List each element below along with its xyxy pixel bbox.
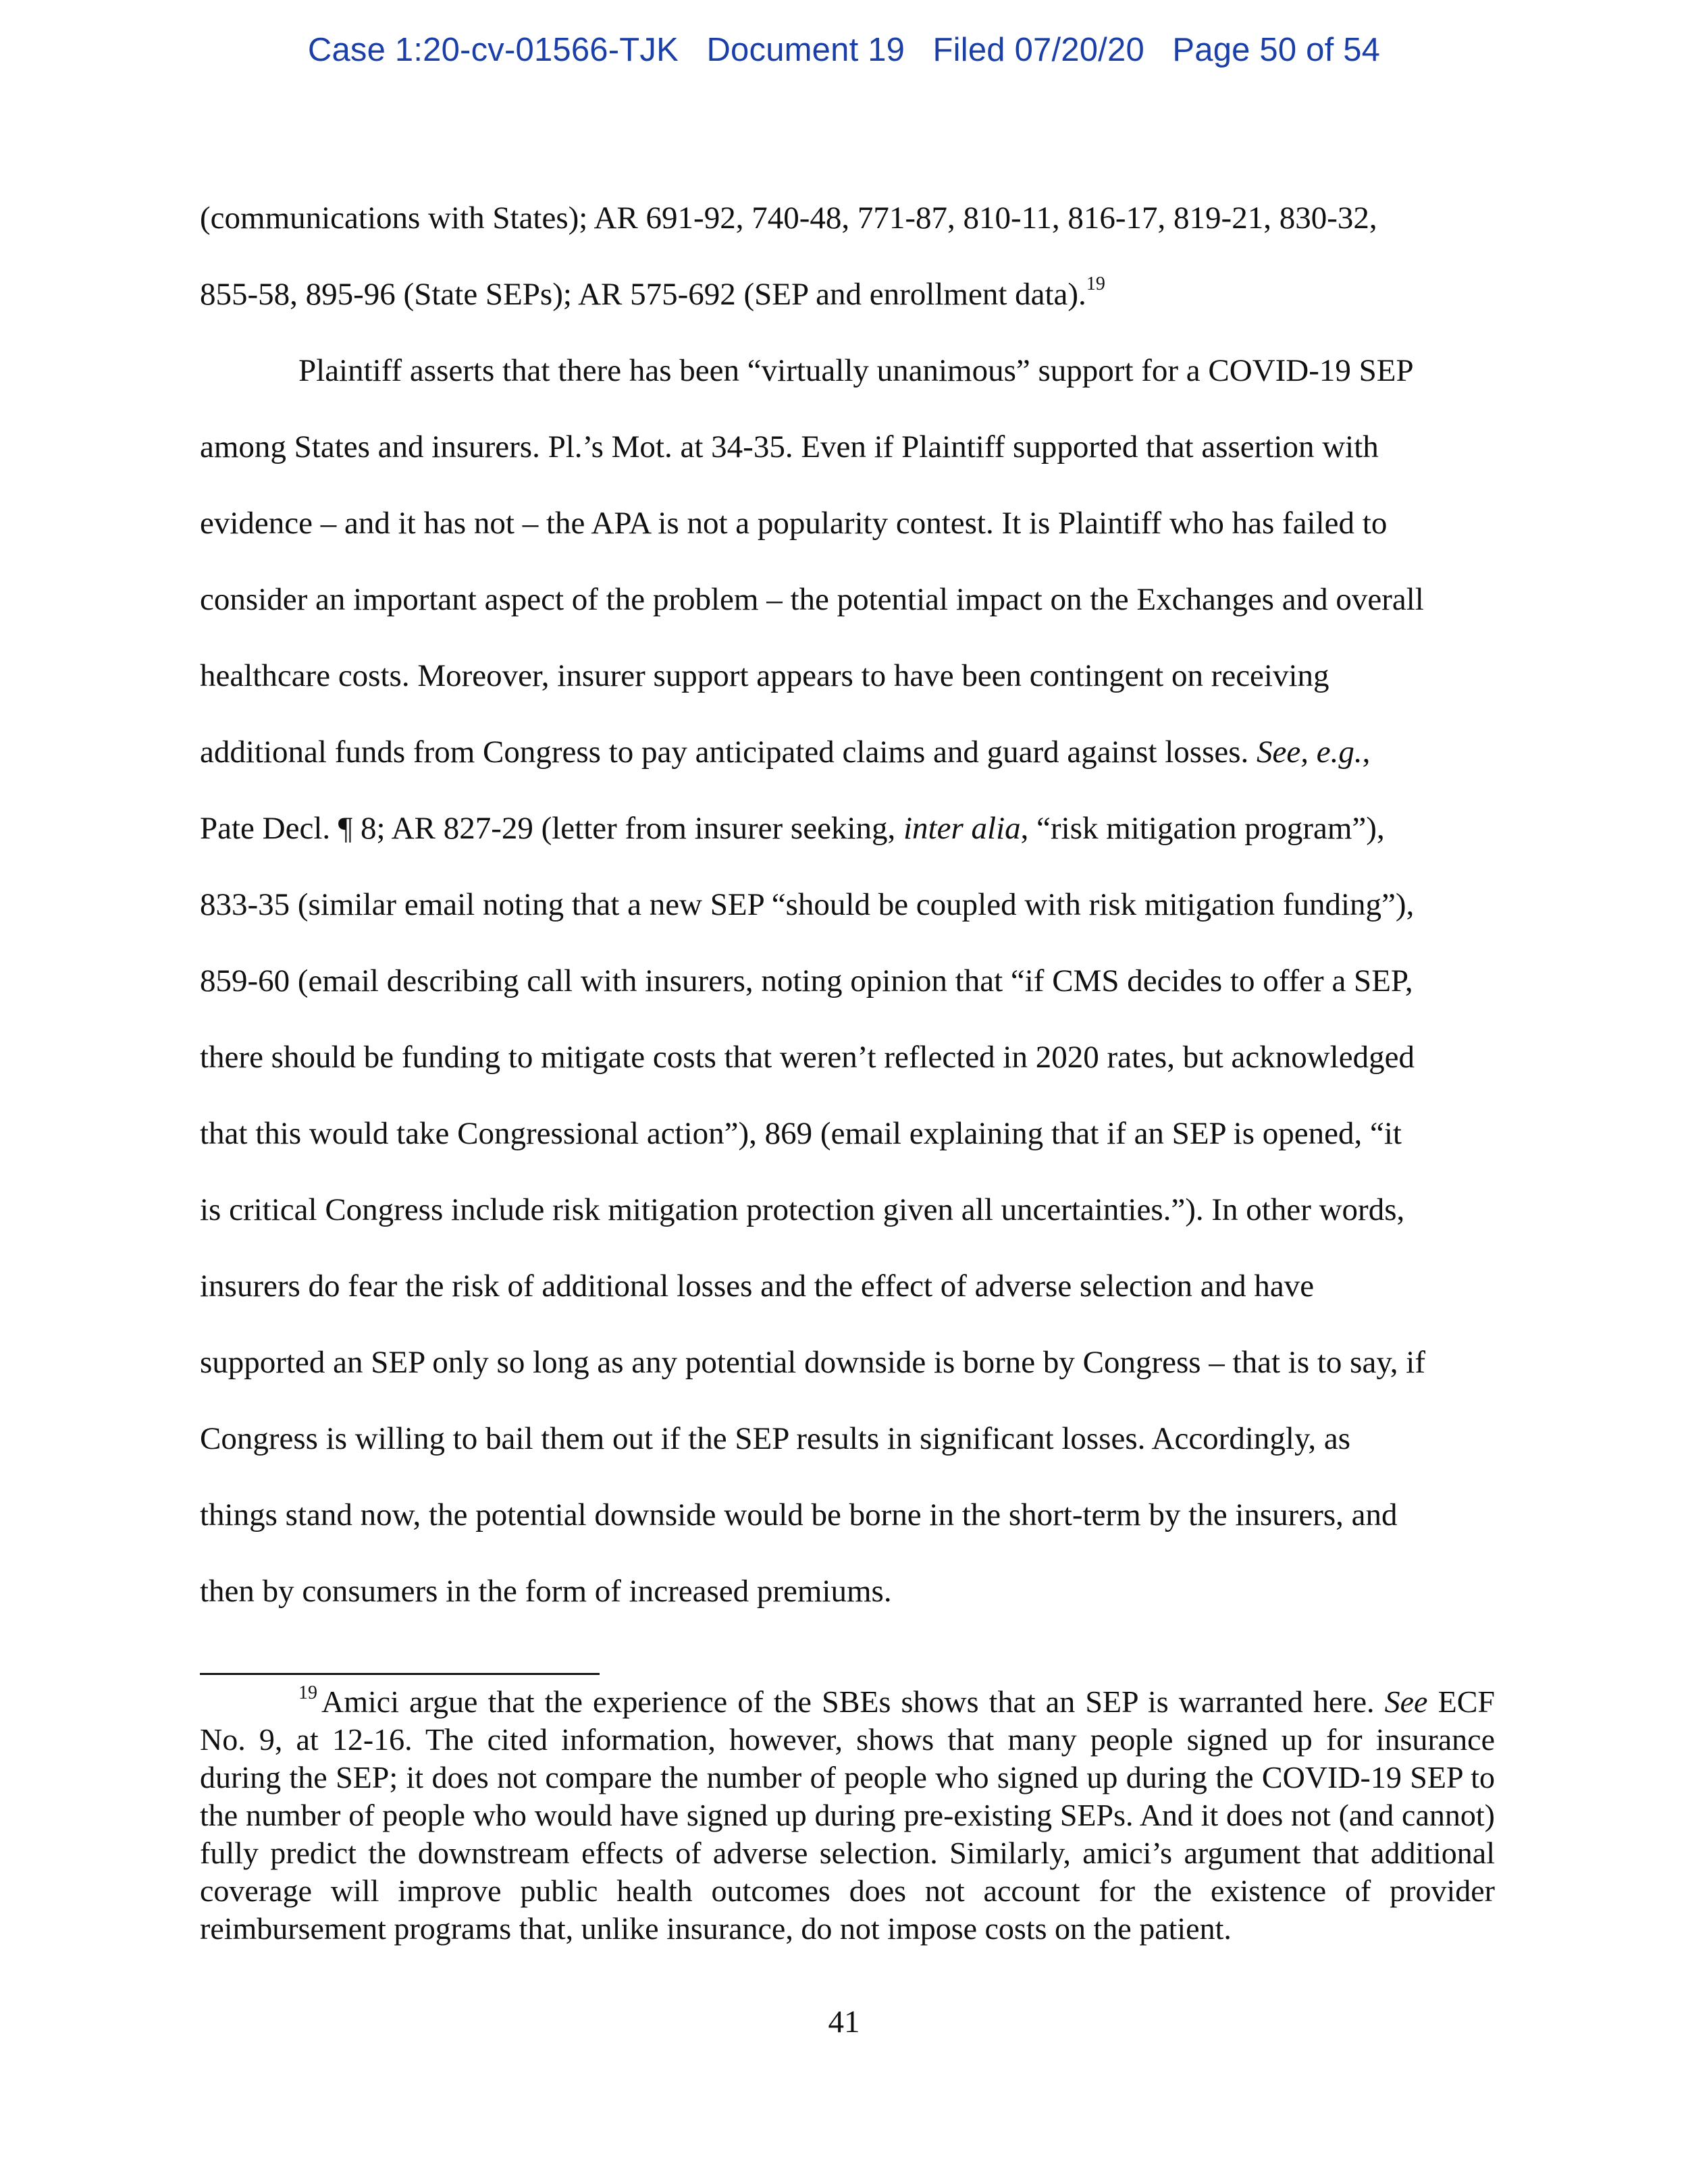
body-line: consider an important aspect of the problem – the potential impact on the Exchanges and overall: [200, 582, 1424, 617]
body-line: 855-58, 895-96 (State SEPs); AR 575-692 (SEP and enrollment data).$^{19}$: [200, 273, 1105, 312]
footnote: [200, 1683, 1495, 1948]
footnote-divider: [200, 1673, 600, 1675]
body-line: (communications with States); AR 691-92, 740-48, 771-87, 810-11, 816-17, 819-21, 830-32,: [200, 201, 1377, 236]
body-line: there should be funding to mitigate costs that weren’t reflected in 2020 rates, but acknowledged: [200, 1040, 1415, 1075]
case-number: Case 1:20-cv-01566-TJK: [307, 32, 679, 68]
page-number: 41: [828, 2004, 860, 2040]
case-header: [0, 31, 1688, 69]
filed-date: Filed 07/20/20: [932, 32, 1144, 68]
inter-alia: inter alia: [903, 811, 1021, 846]
body-line: that this would take Congressional action”), 869 (email explaining that if an SEP is opened, “it: [200, 1116, 1402, 1151]
body-line: Plaintiff asserts that there has been “virtually unanimous” support for a COVID-19 SEP: [298, 353, 1414, 388]
body-line: among States and insurers. Pl.’s Mot. at 34-35. Even if Plaintiff supported that assertion with: [200, 429, 1379, 464]
body-line: additional funds from Congress to pay anticipated claims and guard against losses. See, e.g.,: [200, 735, 1371, 770]
document-number: Document 19: [706, 32, 905, 68]
body-line: 859-60 (email describing call with insurers, noting opinion that “if CMS decides to offer a SEP,: [200, 963, 1413, 998]
footnote-see: See: [1384, 1684, 1428, 1719]
body-line: Pate Decl. ¶ 8; AR 827-29 (letter from insurer seeking, inter alia, “risk mitigation program”),: [200, 811, 1385, 846]
footnote-text: ECF No. 9, at 12-16. The cited information, however, shows that many people signed up for insurance during the SEP; it does not compare the number of people who signed up during the COVID-19 SEP to the number of people who would have signed up during pre-existing SEPs. And it does not (and cannot) fully predict the downstream effects of adverse selection. Similarly, amici’s argument that additional coverage will improve public health outcomes does not account for the existence of provider reimbursement programs that, unlike insurance, do not impose costs on the patient.: [200, 1684, 1495, 1946]
body-line: 833-35 (similar email noting that a new SEP “should be coupled with risk mitigation funding”),: [200, 887, 1415, 922]
footnote-number: 19: [298, 1682, 317, 1703]
page-indicator: Page 50 of 54: [1172, 32, 1381, 68]
see-eg-citation: See, e.g.: [1257, 735, 1363, 770]
body-line: then by consumers in the form of increased premiums.: [200, 1574, 892, 1609]
body-line: evidence – and it has not – the APA is not a popularity contest. It is Plaintiff who has failed to: [200, 506, 1388, 541]
body-line: is critical Congress include risk mitigation protection given all uncertainties.”). In other words,: [200, 1192, 1405, 1227]
footnote-text: Amici argue that the experience of the SBEs shows that an SEP is warranted here.: [321, 1684, 1385, 1719]
body-line: things stand now, the potential downside would be borne in the short-term by the insurers, and: [200, 1497, 1398, 1533]
body-line: insurers do fear the risk of additional losses and the effect of adverse selection and have: [200, 1269, 1315, 1304]
body-text: [200, 180, 1496, 1630]
body-line: healthcare costs. Moreover, insurer support appears to have been contingent on receiving: [200, 658, 1329, 693]
footnote-ref: 19: [1086, 273, 1105, 294]
body-line: Congress is willing to bail them out if the SEP results in significant losses. Accordingly, as: [200, 1421, 1351, 1456]
body-line: supported an SEP only so long as any potential downside is borne by Congress – that is to say, if: [200, 1345, 1425, 1380]
